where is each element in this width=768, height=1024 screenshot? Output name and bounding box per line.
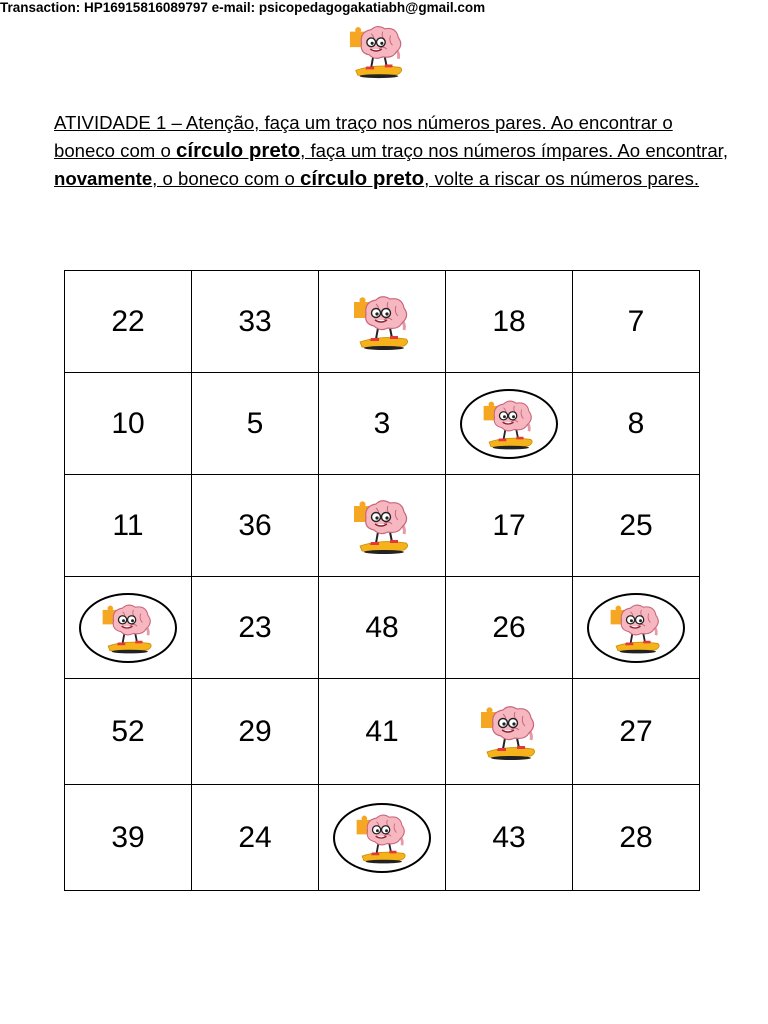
brain-mascot-icon [346, 22, 408, 80]
grid-circled-mascot-cell [319, 785, 446, 891]
grid-number-cell: 27 [573, 679, 700, 785]
black-circle-marker [587, 593, 685, 663]
grid-number-cell: 5 [192, 373, 319, 475]
grid-mascot-cell [319, 475, 446, 577]
number-grid [64, 270, 700, 891]
grid-row [65, 271, 700, 373]
grid-number-cell: 39 [65, 785, 192, 891]
grid-row [65, 373, 700, 475]
grid-number-cell: 52 [65, 679, 192, 785]
grid-number-cell: 25 [573, 475, 700, 577]
brain-mascot-icon [607, 600, 665, 656]
instructions-emphasis-1: círculo preto [175, 139, 301, 162]
activity-instructions [54, 109, 734, 193]
grid-number-cell: 7 [573, 271, 700, 373]
brain-mascot-icon [350, 292, 414, 352]
grid-number-cell: 28 [573, 785, 700, 891]
brain-mascot-icon [350, 496, 414, 556]
grid-number-cell: 26 [446, 577, 573, 679]
grid-row [65, 679, 700, 785]
brain-mascot-icon [480, 396, 538, 452]
instructions-text-4: , volte a riscar os números pares. [424, 168, 700, 189]
grid-circled-mascot-cell [446, 373, 573, 475]
grid-number-cell: 8 [573, 373, 700, 475]
black-circle-marker [79, 593, 177, 663]
brain-mascot-icon [477, 702, 541, 762]
grid-mascot-cell [319, 271, 446, 373]
grid-number-cell: 22 [65, 271, 192, 373]
transaction-header: Transaction: HP16915816089797 e-mail: psicopedagogakatiabh@gmail.com [0, 0, 486, 15]
grid-mascot-cell [446, 679, 573, 785]
grid-number-cell: 33 [192, 271, 319, 373]
grid-number-cell: 43 [446, 785, 573, 891]
black-circle-marker [460, 389, 558, 459]
instructions-bold-novamente: novamente [54, 168, 153, 189]
instructions-text-2: , faça um traço nos números ímpares. Ao encontrar, [300, 140, 729, 161]
grid-number-cell: 10 [65, 373, 192, 475]
grid-number-cell: 3 [319, 373, 446, 475]
grid-number-cell: 18 [446, 271, 573, 373]
instructions-text-1: ATIVIDADE 1 – Atenção, faça um traço nos números pares. Ao encontrar o boneco com o [54, 112, 673, 161]
brain-mascot-icon [353, 810, 411, 866]
instructions-text-3: , o boneco com o [152, 168, 300, 189]
grid-row [65, 475, 700, 577]
grid-number-cell: 48 [319, 577, 446, 679]
grid-circled-mascot-cell [573, 577, 700, 679]
grid-number-cell: 17 [446, 475, 573, 577]
grid-circled-mascot-cell [65, 577, 192, 679]
grid-number-cell: 11 [65, 475, 192, 577]
grid-number-cell: 36 [192, 475, 319, 577]
instructions-emphasis-2: círculo preto [299, 167, 425, 190]
brain-mascot-icon [99, 600, 157, 656]
grid-row [65, 577, 700, 679]
grid-number-cell: 41 [319, 679, 446, 785]
black-circle-marker [333, 803, 431, 873]
grid-number-cell: 24 [192, 785, 319, 891]
grid-number-cell: 29 [192, 679, 319, 785]
grid-row [65, 785, 700, 891]
grid-number-cell: 23 [192, 577, 319, 679]
